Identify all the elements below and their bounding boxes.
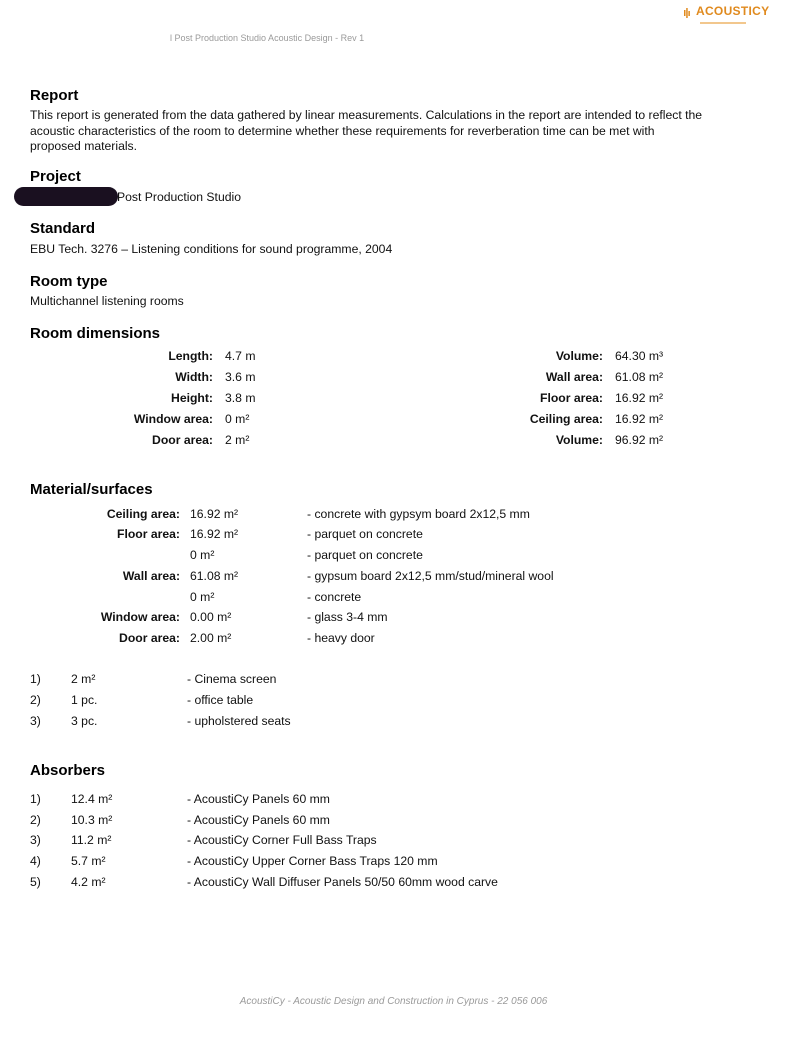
dim-volume-value: 64.30 m³ (615, 349, 664, 363)
absorbers-heading: Absorbers (30, 762, 106, 779)
dim-height-value: 3.8 m (225, 391, 256, 405)
dim-door-value: 2 m² (225, 433, 250, 447)
dim-height-label: Height: (171, 391, 213, 405)
materials-heading: Material/surfaces (30, 481, 153, 498)
absorber-2-num: 2) (30, 813, 41, 827)
absorber-4-num: 4) (30, 854, 41, 868)
absorber-3-desc: - AcoustiCy Corner Full Bass Traps (187, 833, 377, 847)
dim-wall-area-value: 61.08 m² (615, 370, 664, 384)
redaction-mark (14, 187, 118, 206)
room-dimensions-heading: Room dimensions (30, 325, 161, 342)
mat-floor-label: Floor area: (117, 527, 180, 541)
mat-window-value: 0.00 m² (190, 610, 232, 624)
absorber-3-num: 3) (30, 833, 41, 847)
mat-floor-material: - parquet on concrete (307, 527, 423, 541)
absorber-5-num: 5) (30, 875, 41, 889)
mat-wall-label: Wall area: (122, 569, 180, 583)
dim-length-value: 4.7 m (225, 349, 256, 363)
mat-wall2-material: - concrete (307, 590, 362, 604)
dim-floor-area-label: Floor area: (540, 391, 603, 405)
mat-ceiling-material: - concrete with gypsym board 2x12,5 mm (307, 507, 530, 521)
document-header-title: l Post Production Studio Acoustic Design - Rev 1 (170, 33, 365, 43)
logo-brand-text: ACOUSTICY (696, 4, 770, 18)
room-type-heading: Room type (30, 273, 108, 290)
object-1-qty: 2 m² (71, 672, 96, 686)
absorber-4-desc: - AcoustiCy Upper Corner Bass Traps 120 mm (187, 854, 438, 868)
absorber-1-desc: - AcoustiCy Panels 60 mm (187, 792, 330, 806)
object-3-num: 3) (30, 714, 41, 728)
dim-ceiling-area-label: Ceiling area: (529, 412, 603, 426)
report-line-3: proposed materials. (30, 139, 138, 153)
absorber-2-desc: - AcoustiCy Panels 60 mm (187, 813, 330, 827)
standard-heading: Standard (30, 220, 96, 237)
dim-window-label: Window area: (133, 412, 213, 426)
absorber-1-num: 1) (30, 792, 41, 806)
logo-tagline-bar (700, 22, 746, 24)
dim-length-label: Length: (168, 349, 213, 363)
dim-volume2-label: Volume: (555, 433, 603, 447)
dim-wall-area-label: Wall area: (545, 370, 603, 384)
object-1-desc: - Cinema screen (187, 672, 277, 686)
object-1-num: 1) (30, 672, 41, 686)
absorber-3-qty: 11.2 m² (71, 833, 112, 847)
object-2-num: 2) (30, 693, 41, 707)
mat-floor2-value: 0 m² (190, 548, 215, 562)
absorber-5-qty: 4.2 m² (71, 875, 106, 889)
mat-floor2-material: - parquet on concrete (307, 548, 423, 562)
mat-door-value: 2.00 m² (190, 631, 232, 645)
mat-wall-material: - gypsum board 2x12,5 mm/stud/mineral wool (307, 569, 554, 583)
dim-width-value: 3.6 m (225, 370, 256, 384)
room-type-text: Multichannel listening rooms (30, 294, 184, 308)
object-3-desc: - upholstered seats (187, 714, 291, 728)
report-heading: Report (30, 87, 79, 104)
dim-window-value: 0 m² (225, 412, 250, 426)
logo-mark-icon (684, 8, 690, 18)
object-2-qty: 1 pc. (71, 693, 98, 707)
dim-volume-label: Volume: (555, 349, 603, 363)
report-line-2: acoustic characteristics of the room to determine whether these requirements for reverberation time can be met with (30, 123, 655, 138)
mat-ceiling-label: Ceiling area: (106, 507, 180, 521)
mat-door-label: Door area: (119, 631, 180, 645)
absorber-4-qty: 5.7 m² (71, 854, 106, 868)
project-name: Post Production Studio (117, 190, 241, 204)
absorber-2-qty: 10.3 m² (71, 813, 113, 827)
page-footer: AcoustiCy - Acoustic Design and Construction in Cyprus - 22 056 006 (239, 996, 548, 1007)
mat-window-label: Window area: (100, 610, 180, 624)
dim-volume2-value: 96.92 m² (615, 433, 664, 447)
mat-door-material: - heavy door (307, 631, 375, 645)
mat-floor-value: 16.92 m² (190, 527, 239, 541)
absorber-5-desc: - AcoustiCy Wall Diffuser Panels 50/50 60mm wood carve (187, 875, 498, 889)
mat-window-material: - glass 3-4 mm (307, 610, 388, 624)
mat-wall2-value: 0 m² (190, 590, 215, 604)
absorber-1-qty: 12.4 m² (71, 792, 113, 806)
dim-floor-area-value: 16.92 m² (615, 391, 664, 405)
standard-text: EBU Tech. 3276 – Listening conditions for sound programme, 2004 (30, 242, 393, 256)
mat-wall-value: 61.08 m² (190, 569, 239, 583)
object-2-desc: - office table (187, 693, 254, 707)
report-line-1: This report is generated from the data gathered by linear measurements. Calculations in the report are intended to reflect the (30, 108, 703, 122)
dim-door-label: Door area: (152, 433, 213, 447)
object-3-qty: 3 pc. (71, 714, 98, 728)
mat-ceiling-value: 16.92 m² (190, 507, 239, 521)
dim-ceiling-area-value: 16.92 m² (615, 412, 664, 426)
dim-width-label: Width: (175, 370, 213, 384)
project-heading: Project (30, 168, 81, 185)
